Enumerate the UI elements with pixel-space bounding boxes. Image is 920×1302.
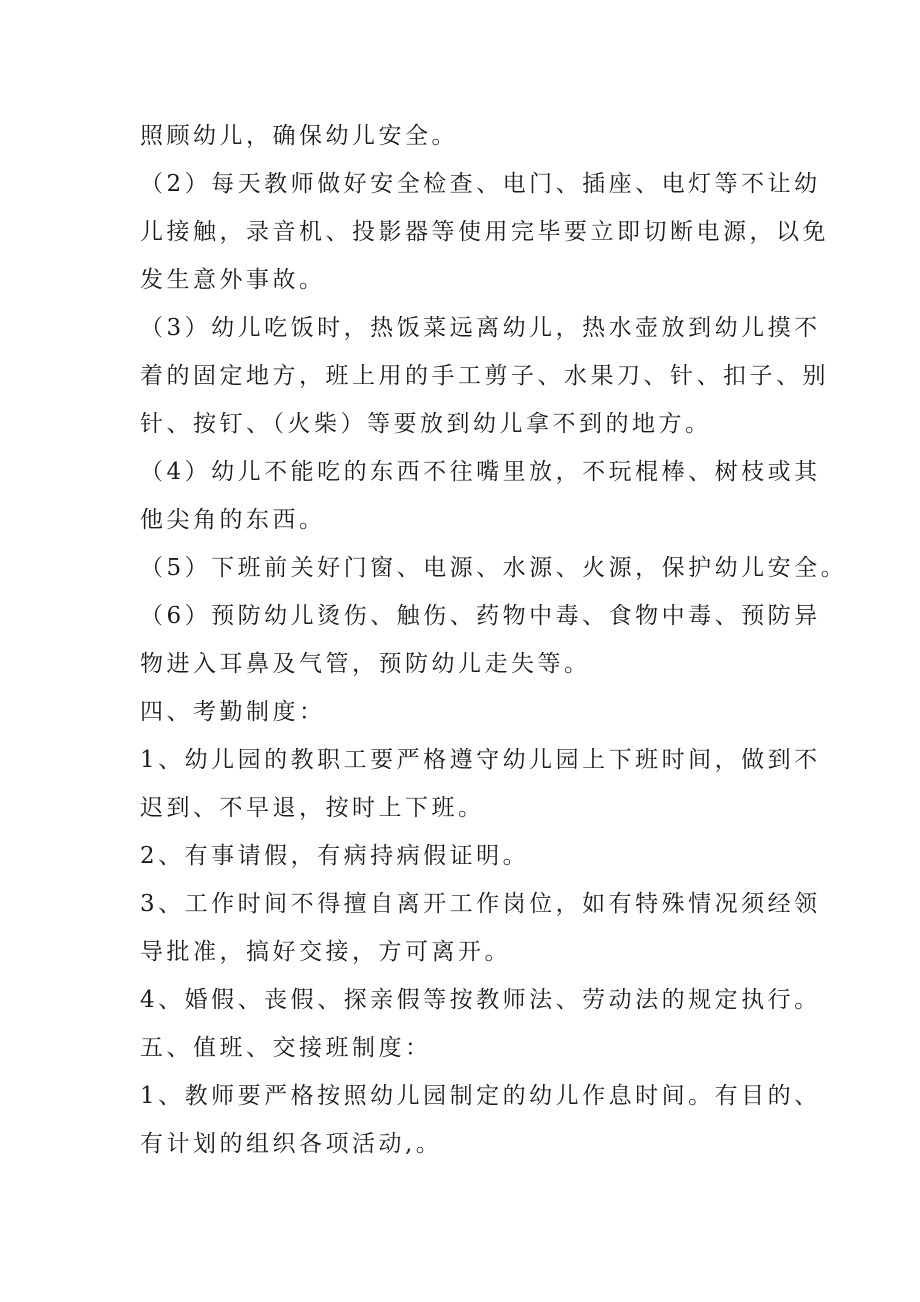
text-line: （4）幼儿不能吃的东西不往嘴里放，不玩棍棒、树枝或其 [140,459,821,485]
text-line: （2）每天教师做好安全检查、电门、插座、电灯等不让幼 [140,171,821,197]
text-line: 4、婚假、丧假、探亲假等按教师法、劳动法的规定执行。 [140,987,821,1013]
text-line: 他尖角的东西。 [140,507,326,533]
text-line: 1、幼儿园的教职工要严格遵守幼儿园上下班时间，做到不 [140,747,821,773]
text-line: （5）下班前关好门窗、电源、水源、火源，保护幼儿安全。 [140,555,848,581]
document-body [140,112,848,1168]
text-line: 物进入耳鼻及气管，预防幼儿走失等。 [140,651,591,677]
text-line: 儿接触，录音机、投影器等使用完毕要立即切断电源，以免 [140,219,829,245]
text-line: （3）幼儿吃饭时，热饭菜远离幼儿，热水壶放到幼儿摸不 [140,315,821,341]
text-line: 着的固定地方，班上用的手工剪子、水果刀、针、扣子、别 [140,363,829,389]
text-line: 有计划的组织各项活动,。 [140,1131,443,1157]
text-line: 导批准，搞好交接，方可离开。 [140,939,511,965]
text-line: 发生意外事故。 [140,267,326,293]
text-line: （6）预防幼儿烫伤、触伤、药物中毒、食物中毒、预防异 [140,603,821,629]
text-line: 3、工作时间不得擅自离开工作岗位，如有特殊情况须经领 [140,891,821,917]
text-line: 迟到、不早退，按时上下班。 [140,795,485,821]
section-heading: 五、值班、交接班制度： [140,1035,432,1061]
text-line: 2、有事请假，有病持病假证明。 [140,843,530,869]
text-line: 照顾幼儿，确保幼儿安全。 [140,123,458,149]
text-line: 针、按钉、（火柴）等要放到幼儿拿不到的地方。 [140,411,712,437]
text-line: 1、教师要严格按照幼儿园制定的幼儿作息时间。有目的、 [140,1083,821,1109]
section-heading: 四、考勤制度： [140,699,326,725]
